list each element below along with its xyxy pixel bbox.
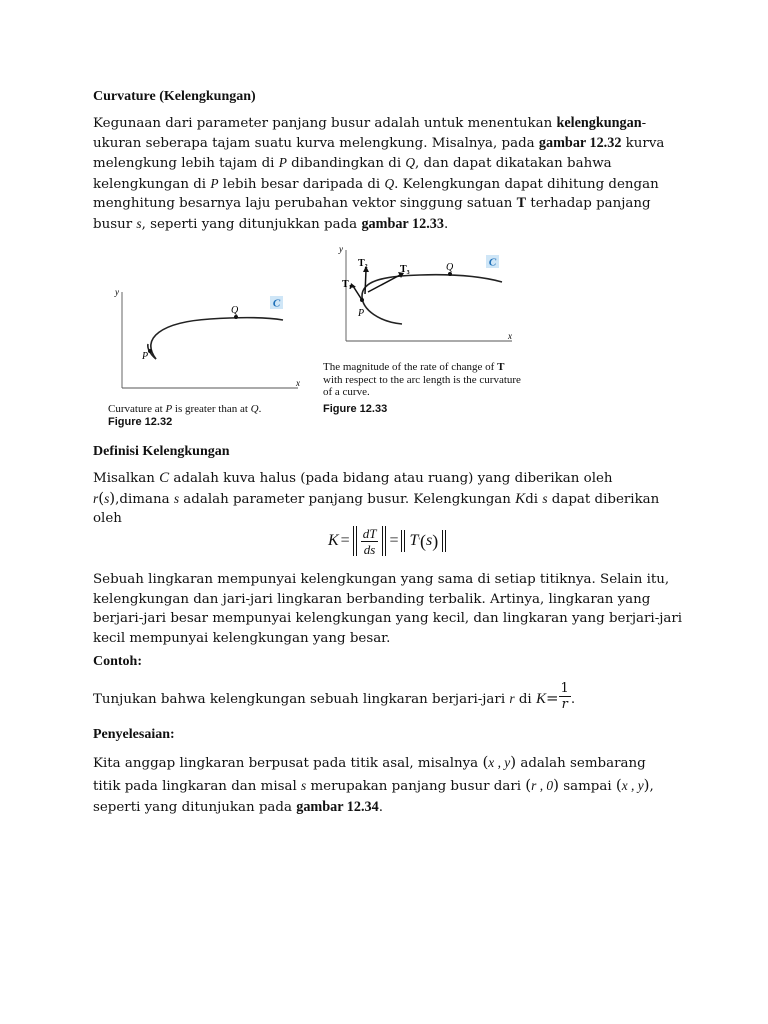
text: , seperti yang ditunjukkan pada — [141, 216, 362, 232]
label-t1 — [342, 279, 352, 291]
text: Kegunaan dari parameter panjang busur adalah untuk menentukan — [93, 116, 557, 131]
solution-paragraph — [93, 752, 673, 819]
point-p — [148, 349, 152, 353]
text: , dan dapat dikatakan bahwa kelengkungan di — [93, 156, 612, 192]
math-var: s — [542, 490, 548, 506]
paren-open: ( — [482, 753, 489, 771]
text: . — [443, 216, 449, 232]
axis-x-label: x — [296, 378, 300, 388]
bold-term: kelengkungan — [556, 115, 642, 131]
fraction-one-over-r — [559, 681, 571, 712]
vector-t3 — [368, 275, 400, 292]
label-t3-sub: 3 — [406, 270, 410, 276]
axis-x-label: x — [508, 331, 512, 341]
cap-line-1 — [323, 361, 533, 374]
cap-var: Q — [250, 403, 259, 415]
cap-var: P — [165, 403, 173, 415]
figure-12-33-graph — [320, 242, 520, 352]
definition-paragraph — [93, 469, 673, 529]
figure-12-33-title: Figure 12.33 — [323, 403, 388, 415]
vector-T: T — [516, 195, 527, 212]
formula-fraction — [361, 526, 379, 557]
math-var: P — [278, 155, 287, 171]
curve-c — [151, 318, 283, 359]
text: . Kelengkungan dapat dihitung dengan menghitung besarnya laju perubahan vektor singgung satuan — [93, 176, 659, 212]
point: x , y — [621, 777, 644, 793]
label-c: C — [488, 256, 497, 269]
definition-heading: Definisi Kelengkungan — [93, 444, 230, 459]
text: -ukuran seberapa tajam suatu kurva melengkung. Misalnya, pada — [93, 116, 647, 151]
paren-open: ( — [98, 488, 105, 507]
formula-rhs-t: T — [409, 532, 419, 549]
norm-bar — [385, 526, 386, 556]
norm-bar — [404, 530, 405, 552]
cap-text: is greater than at — [172, 403, 251, 415]
paren-close: ) — [553, 775, 559, 794]
label-t1-sub: 1 — [348, 285, 352, 291]
text: Kita anggap lingkaran berpusat pada titik asal, misalnya — [93, 756, 483, 771]
formula-lhs: K — [328, 532, 339, 549]
math-var: s — [136, 215, 142, 231]
label-p: P — [358, 308, 365, 319]
math-var: Q — [405, 155, 416, 171]
paren-close: ) — [432, 530, 439, 551]
cap-line-2: with respect to the arc length is the curvature — [323, 373, 521, 386]
solution-heading: Penyelesaian: — [93, 727, 175, 742]
example-heading: Contoh: — [93, 654, 143, 669]
cap-vector: T — [497, 361, 505, 373]
curvature-formula — [328, 521, 447, 561]
axis-y-label: y — [115, 287, 119, 297]
label-c: C — [272, 297, 281, 310]
text: kurva melengkung lebih tajam di — [93, 135, 665, 172]
text: adalah parameter panjang busur. Kelengkungan — [179, 491, 516, 507]
text: , seperti yang ditunjukan pada — [93, 778, 654, 815]
frac-num: dT — [362, 525, 377, 541]
formula-rhs-s: s — [426, 532, 433, 549]
norm-bar — [445, 530, 446, 552]
axis-y-label: y — [339, 244, 343, 254]
text: di — [514, 692, 536, 707]
text: Misalkan — [93, 471, 160, 486]
figure-12-32-title: Figure 12.32 — [108, 416, 173, 428]
label-q: Q — [446, 262, 454, 273]
math-var: K — [515, 490, 526, 507]
example-paragraph — [93, 681, 693, 715]
vector-t1 — [353, 286, 362, 300]
norm-bar — [353, 526, 354, 556]
text: di — [525, 491, 543, 507]
figure-ref: gambar 12.33 — [361, 215, 444, 232]
norm-bar — [382, 526, 383, 556]
paren-close: ) — [510, 753, 517, 771]
math-var: s — [301, 777, 307, 793]
paren-open: ( — [525, 775, 532, 794]
paren-open: ( — [615, 775, 622, 794]
label-t1-main: T — [342, 279, 349, 290]
circle-curvature-paragraph: Sebuah lingkaran mempunyai kelengkungan yang sama di setiap titiknya. Selain itu, kelengkungan dan jari-jari lingkaran berbanding terbalik. Artinya, lingkaran yang berjari-jari besar mempunyai kelengkungan yang kecil, dan lingkaran yang berjari-jari kecil mempunyai kelengkungan yang besar. — [93, 572, 683, 646]
norm-bar — [356, 526, 357, 556]
figure-ref: gambar 12.32 — [538, 134, 622, 151]
math-var: r — [509, 691, 515, 706]
paren-close: ) — [109, 488, 116, 507]
text: adalah sembarang titik pada lingkaran dan misal — [93, 756, 646, 794]
label-t3-main: T — [400, 264, 407, 275]
label-p: P — [142, 351, 149, 362]
text: Tunjukan bahwa kelengkungan sebuah lingkaran berjari-jari — [93, 692, 510, 707]
intro-paragraph — [93, 114, 683, 235]
point: r , 0 — [531, 777, 554, 793]
math-var: s — [173, 490, 180, 506]
cap-text: Curvature at — [108, 403, 166, 415]
point: x , y — [488, 755, 511, 770]
text: . — [378, 800, 383, 815]
label-t2-main: T — [358, 258, 365, 269]
label-t2-sub: 2 — [364, 264, 368, 270]
text: sampai — [558, 778, 616, 794]
math-var: K — [535, 691, 546, 707]
eq: = — [545, 689, 559, 707]
label-t2 — [358, 258, 368, 270]
math-var: C — [159, 470, 170, 486]
curve-c — [362, 275, 502, 324]
formula-eq2: = — [389, 532, 399, 549]
figure-12-32-graph — [100, 282, 310, 400]
frac-den: ds — [363, 541, 376, 557]
text: terhadap panjang busur — [93, 196, 651, 232]
paren-close: ) — [643, 775, 650, 794]
section-heading: Curvature (Kelengkungan) — [93, 89, 256, 104]
text: . — [570, 692, 576, 707]
text: ,dimana — [115, 491, 174, 507]
norm-bar — [401, 530, 402, 552]
cap-text: The magnitude of the rate of change of — [323, 361, 498, 373]
math-var: r — [93, 490, 99, 506]
formula-prime: ' — [418, 536, 420, 546]
label-t3 — [400, 264, 410, 276]
text: merupakan panjang busur dari — [306, 778, 526, 794]
frac-num: 1 — [560, 681, 569, 696]
figure-ref: gambar 12.34 — [296, 799, 379, 815]
math-var: Q — [384, 175, 395, 191]
text: dapat diberikan oleh — [93, 491, 660, 527]
math-var: s — [104, 490, 110, 506]
cap-line-3: of a curve. — [323, 386, 370, 398]
vector-t2 — [365, 270, 366, 294]
figure-12-33-caption — [323, 361, 533, 399]
norm-bar — [442, 530, 443, 552]
formula-eq: = — [340, 532, 350, 549]
text: lebih besar daripada di — [218, 176, 385, 192]
paren-open: ( — [420, 530, 426, 551]
label-q: Q — [231, 305, 239, 316]
frac-den: r — [561, 697, 568, 712]
text: dibandingkan di — [286, 156, 406, 172]
text: adalah kuva halus (pada bidang atau ruang) yang diberikan oleh — [169, 471, 613, 486]
math-var: P — [210, 175, 219, 191]
figure-12-32-caption — [108, 403, 261, 416]
cap-text: . — [258, 403, 262, 415]
